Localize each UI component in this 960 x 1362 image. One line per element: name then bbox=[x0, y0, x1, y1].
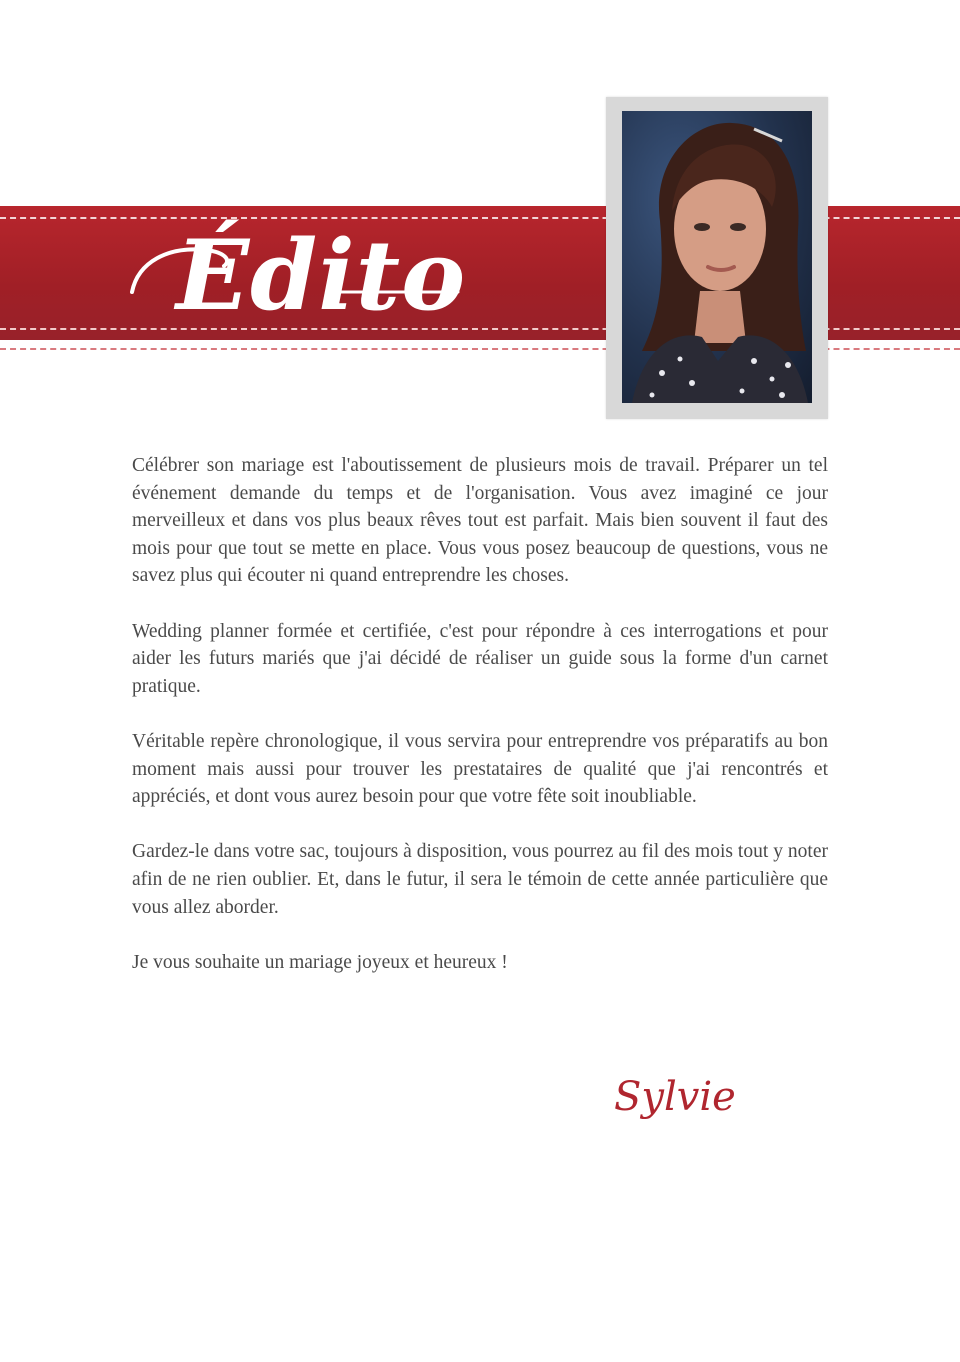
paragraph-1: Célébrer son mariage est l'aboutissement de plusieurs mois de travail. Préparer un tel événement demande du temps et de l'organisation. Vous avez imaginé ce jour merveilleux et dans vos plus beaux rêves tout est parfait. Mais bien souvent il faut des mois pour que tout se mette en place. Vous vous posez beaucoup de questions, vous ne savez plus qui écouter ni quand entreprendre les choses. bbox=[132, 455, 828, 587]
paragraph-4: Gardez-le dans votre sac, toujours à disposition, vous pourrez au fil des mois tout y noter afin de ne rien oublier. Et, dans le futur, il sera le témoin de cette année particulière que vous allez aborder. bbox=[132, 841, 828, 918]
paragraph-2: Wedding planner formée et certifiée, c'est pour répondre à ces interrogations et pour aider les futurs mariés que j'ai décidé de réaliser un guide sous la forme d'un carnet pratique. bbox=[132, 620, 828, 697]
portrait-photo-icon bbox=[622, 111, 812, 403]
paragraph-3: Véritable repère chronologique, il vous servira pour entreprendre vos préparatifs au bon moment mais aussi pour trouver les prestataires de qualité que j'ai rencontrés et appréciés, et dont vous aurez besoin pour que votre fête soit inoubliable. bbox=[132, 730, 828, 808]
portrait-photo bbox=[622, 111, 812, 403]
title-text: Édito bbox=[176, 219, 467, 332]
page-title bbox=[128, 210, 528, 340]
signature: Sylvie bbox=[614, 1074, 736, 1120]
paragraph-5: Je vous souhaite un mariage joyeux et heureux ! bbox=[132, 951, 508, 973]
photo-frame bbox=[606, 97, 828, 419]
edito-body bbox=[132, 452, 828, 1004]
